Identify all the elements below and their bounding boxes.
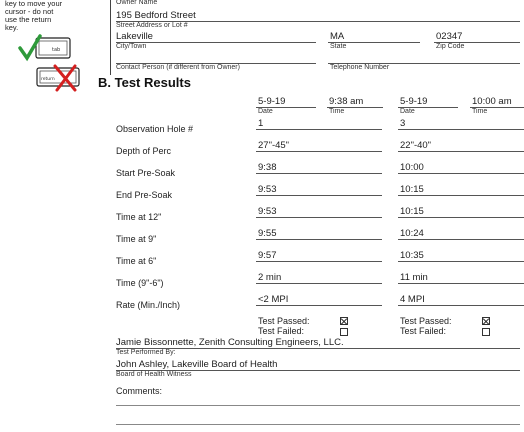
test2-time[interactable]: 10:00 am	[472, 96, 512, 107]
row-underline	[256, 195, 382, 196]
row-label-end-pre-soak: End Pre-Soak	[116, 190, 173, 200]
performed-by-underline	[116, 348, 520, 349]
row-underline	[398, 239, 524, 240]
state-label: State	[330, 43, 347, 50]
row-underline	[398, 195, 524, 196]
street-label: Street Address or Lot #	[116, 22, 188, 29]
row-underline	[256, 261, 382, 262]
comments-label: Comments:	[116, 386, 163, 396]
performed-by-label: Test Performed By:	[116, 349, 176, 356]
row-value-test2[interactable]: 10:00	[400, 162, 424, 173]
row-underline	[256, 283, 382, 284]
return-key-label: return	[41, 77, 55, 82]
row-underline	[398, 217, 524, 218]
row-underline	[398, 151, 524, 152]
witness-label: Board of Health Witness	[116, 371, 192, 378]
phone-label: Telephone Number	[330, 64, 390, 71]
row-value-test1[interactable]: 9:53	[258, 206, 277, 217]
test1-passed-checkbox[interactable]	[340, 317, 348, 325]
row-underline	[256, 239, 382, 240]
row-value-test2[interactable]: 22"-40"	[400, 140, 432, 151]
note-line: cursor - do not	[5, 7, 54, 16]
vertical-divider	[110, 0, 111, 75]
row-underline	[398, 305, 524, 306]
return-key-icon	[35, 64, 85, 92]
row-label-time-at-12: Time at 12"	[116, 212, 162, 222]
test1-time[interactable]: 9:38 am	[329, 96, 364, 107]
tab-key-label: tab	[52, 47, 61, 53]
performed-by-value[interactable]: Jamie Bissonnette, Zenith Consulting Engineers, LLC.	[116, 337, 344, 348]
test2-failed-label: Test Failed:	[400, 326, 447, 336]
row-underline	[398, 283, 524, 284]
row-underline	[256, 129, 382, 130]
row-label-start-pre-soak: Start Pre-Soak	[116, 168, 176, 178]
test2-passed-checkbox[interactable]	[482, 317, 490, 325]
row-label-time-at-9: Time at 9"	[116, 234, 157, 244]
sidebar-note	[5, 0, 62, 32]
row-label-depth-of-perc: Depth of Perc	[116, 146, 172, 156]
row-underline	[398, 129, 524, 130]
row-underline	[256, 151, 382, 152]
row-underline	[398, 261, 524, 262]
test1-date-label: Date	[258, 108, 273, 115]
row-value-test2[interactable]: 10:15	[400, 184, 424, 195]
row-underline	[256, 305, 382, 306]
row-label-observation-hole: Observation Hole #	[116, 124, 194, 134]
row-value-test1[interactable]: 1	[258, 118, 264, 129]
contact-label: Contact Person (if different from Owner)	[116, 64, 240, 71]
zip-label: Zip Code	[436, 43, 465, 50]
zip-value[interactable]: 02347	[436, 31, 463, 42]
test2-failed-checkbox[interactable]	[482, 328, 490, 336]
test1-passed-label: Test Passed:	[258, 316, 310, 326]
row-value-test2[interactable]: 4 MPI	[400, 294, 425, 305]
test2-date-label: Date	[400, 108, 415, 115]
note-line: key to move your	[5, 0, 63, 8]
owner-name-label: Owner Name	[116, 0, 158, 6]
row-value-test2[interactable]: 10:15	[400, 206, 424, 217]
note-line: use the return	[5, 15, 52, 24]
row-value-test1[interactable]: 9:53	[258, 184, 277, 195]
test1-time-label: Time	[329, 108, 345, 115]
row-value-test1[interactable]: 9:55	[258, 228, 277, 239]
test1-failed-checkbox[interactable]	[340, 328, 348, 336]
row-value-test1[interactable]: 27"-45"	[258, 140, 290, 151]
comments-line[interactable]	[116, 405, 520, 406]
row-underline	[256, 217, 382, 218]
test2-time-label: Time	[472, 108, 488, 115]
tab-key-icon	[18, 34, 74, 66]
row-value-test2[interactable]: 10:35	[400, 250, 424, 261]
row-label-time-at-6: Time at 6"	[116, 256, 157, 266]
row-value-test1[interactable]: <2 MPI	[258, 294, 289, 305]
row-value-test2[interactable]: 10:24	[400, 228, 424, 239]
test1-date[interactable]: 5-9-19	[258, 96, 286, 107]
city-label: City/Town	[116, 43, 147, 50]
test2-date[interactable]: 5-9-19	[400, 96, 428, 107]
state-value[interactable]: MA	[330, 31, 345, 42]
row-value-test2[interactable]: 3	[400, 118, 406, 129]
row-value-test1[interactable]: 9:57	[258, 250, 277, 261]
street-value[interactable]: 195 Bedford Street	[116, 10, 196, 21]
test2-passed-label: Test Passed:	[400, 316, 452, 326]
comments-line[interactable]	[116, 424, 520, 425]
row-value-test1[interactable]: 2 min	[258, 272, 282, 283]
test1-failed-label: Test Failed:	[258, 326, 305, 336]
row-label-time-9-6: Time (9"-6")	[116, 278, 164, 288]
row-value-test2[interactable]: 11 min	[400, 272, 428, 283]
row-underline	[398, 173, 524, 174]
row-underline	[256, 173, 382, 174]
section-title: B. Test Results	[98, 75, 191, 90]
witness-value[interactable]: John Ashley, Lakeville Board of Health	[116, 359, 278, 370]
row-value-test1[interactable]: 9:38	[258, 162, 277, 173]
note-line: key.	[5, 23, 19, 32]
city-value[interactable]: Lakeville	[116, 31, 153, 42]
row-label-rate: Rate (Min./Inch)	[116, 300, 181, 310]
